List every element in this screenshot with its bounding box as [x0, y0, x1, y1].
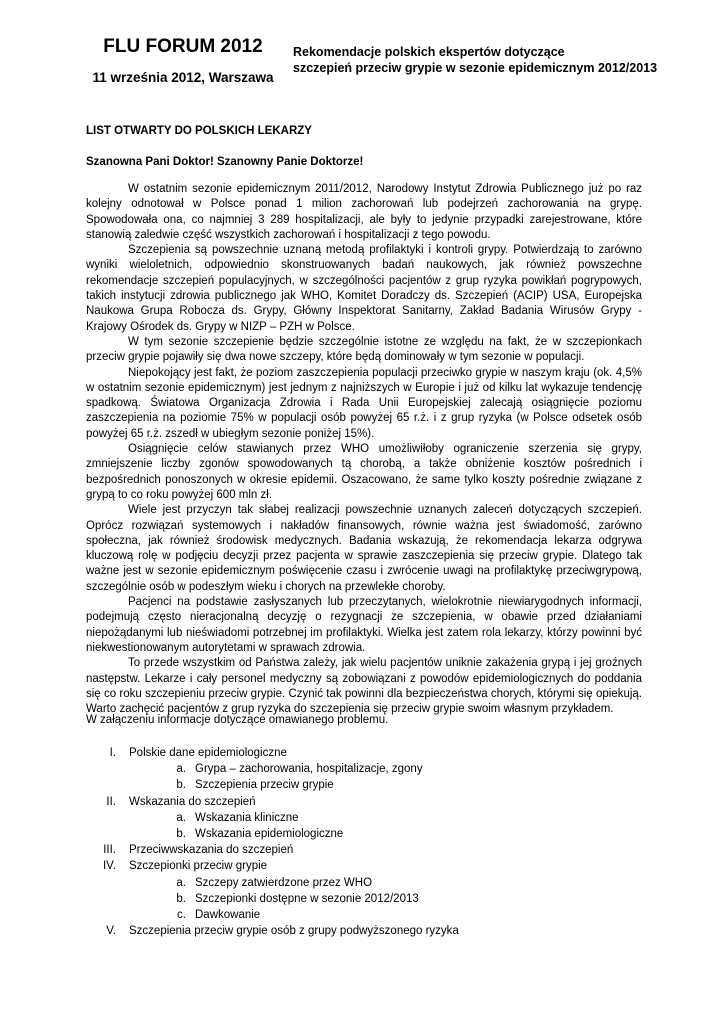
paragraph: Osiągnięcie celów stawianych przez WHO umożliwiłoby ograniczenie szerzenia się grypy, zmniejszenie liczby zgonów spowodowanych tą chorobą, a także obniżenie kosztów pośrednich i bezpośrednich ponoszonych w okresie epidemii. Oszacowano, że same tylko koszty pośrednie związane z grypą to co roku powyżej 600 mln zł.: [86, 443, 642, 501]
list-item: [86, 891, 686, 907]
list-number: b.: [176, 892, 186, 905]
list-number: II.: [106, 795, 116, 808]
subtitle-line: Rekomendacje polskich ekspertów dotyczące: [293, 45, 565, 59]
list-item: [86, 826, 686, 842]
list-item: [86, 875, 686, 891]
list-text: Szczepienia przeciw grypie osób z grupy podwyższonego ryzyka: [129, 925, 459, 938]
list-item: [86, 745, 686, 761]
list-text: Wskazania kliniczne: [195, 811, 299, 824]
list-text: Wskazania do szczepień: [129, 795, 256, 808]
list-number: a.: [176, 763, 186, 776]
list-text: Szczepienia przeciw grypie: [195, 779, 334, 792]
paragraph: W ostatnim sezonie epidemicznym 2011/2012, Narodowy Instytut Zdrowia Publicznego już po raz kolejny odnotował w Polsce ponad 1 milion zachorowań lub podejrzeń zachorowania na grypę. Spowodowała ona, co najmniej 3 289 hospitalizacji, ale były to jedynie przypadki zarejestrowane, które stanowią zaledwie część wszystkich zachorowań i hospitalizacji z tego powodu.: [86, 183, 642, 241]
list-text: Przeciwwskazania do szczepień: [129, 844, 294, 857]
contents-list: [86, 745, 686, 939]
header-left: [78, 36, 288, 85]
paragraph: Niepokojący jest fakt, że poziom zaszczepienia populacji przeciwko grypie w naszym kraju (ok. 4,5% w ostatnim sezonie epidemicznym) jest jednym z najniższych w Europie i już od kilku lat wykazuje tendencję spadkową. Światowa Organizacja Zdrowia i Rada Unii Europejskiej zalecają osiągnięcie poziomu zaszczepienia na poziomie 75% w populacji osób powyżej 65 r.ż. i z grup ryzyka (w Polsce odsetek osób powyżej 65 r.ż. zszedł w ubiegłym sezonie poniżej 15%).: [86, 366, 642, 440]
paragraph: Szczepienia są powszechnie uznaną metodą profilaktyki i kontroli grypy. Potwierdzają to zarówno wyniki wieloletnich, odpowiednio skonstruowanych badań naukowych, jak również powszechne rekomendacje szczepień populacyjnych, w szczególności pacjentów z grup ryzyka powikłań pogrypowych, takich instytucji zdrowia publicznego jak WHO, Komitet Doradczy ds. Szczepień (ACIP) USA, Europejska Naukowa Grupa Robocza ds. Grypy, Główny Inspektorat Sanitarny, Zakład Badania Wirusów Grypy - Krajowy Ośrodek ds. Grypy w NIZP – PZH w Polsce.: [86, 244, 642, 333]
list-number: a.: [176, 876, 186, 889]
list-text: Grypa – zachorowania, hospitalizacje, zgony: [195, 763, 423, 776]
attachment-note: W załączeniu informacje dotyczące omawianego problemu.: [86, 714, 389, 726]
list-text: Szczepionki przeciw grypie: [129, 860, 268, 873]
list-number: V.: [106, 925, 116, 938]
letter-title: LIST OTWARTY DO POLSKICH LEKARZY: [86, 125, 312, 137]
list-number: a.: [176, 811, 186, 824]
paragraph: Wiele jest przyczyn tak słabej realizacji powszechnie uznanych zaleceń dotyczących szczepień. Oprócz rozwiązań systemowych i nakładów finansowych, równie ważna jest świadomość, zarówno społeczna, jak również środowisk medycznych. Badania wskazują, że rekomendacja lekarza odgrywa kluczową rolę w podjęciu decyzji przez pacjenta w sprawie zaszczepienia się przeciw grypie. Dlatego tak ważne jest w sezonie epidemicznym poświęcenie czasu i zwrócenie uwagi na profilaktykę przeciwgrypową, szczególnie osób w podeszłym wieku i chorych na przewlekłe choroby.: [86, 504, 642, 593]
list-item: [86, 761, 686, 777]
list-text: Wskazania epidemiologiczne: [195, 827, 344, 840]
list-number: I.: [109, 747, 116, 759]
list-number: IV.: [102, 860, 116, 873]
list-item: [86, 923, 686, 939]
list-text: Szczepionki dostępne w sezonie 2012/2013: [195, 892, 419, 905]
list-item: [86, 842, 686, 858]
list-item: [86, 777, 686, 793]
list-item: [86, 810, 686, 826]
list-item: [86, 907, 686, 923]
subtitle-line: szczepień przeciw grypie w sezonie epidemicznym 2012/2013: [293, 61, 658, 75]
letter-body: [86, 182, 642, 717]
paragraph: To przede wszystkim od Państwa zależy, jak wielu pacjentów uniknie zakażenia grypą i jej groźnych następstw. Lekarze i cały personel medyczny są zobowiązani z powodów epidemiologicznych do poddania się co roku szczepieniu przeciw grypie. Czynić tak powinni dla bezpieczeństwa chorych, którymi się opiekują. Warto zachęcić pacjentów z grup ryzyka do szczepienia się przeciw grypie swoim własnym przykładem.: [86, 657, 642, 716]
paragraph: W tym sezonie szczepienie będzie szczególnie istotne ze względu na fakt, że w szczepionkach przeciw grypie pojawiły się dwa nowe szczepy, które będą dominowały w tym sezonie w populacji.: [86, 335, 642, 364]
list-number: c.: [177, 908, 186, 921]
list-text: Polskie dane epidemiologiczne: [129, 747, 287, 759]
list-number: b.: [176, 827, 186, 840]
list-item: [86, 858, 686, 874]
document-subtitle: [293, 44, 713, 76]
list-number: b.: [176, 779, 186, 792]
forum-date: 11 września 2012, Warszawa: [92, 70, 274, 85]
forum-title: FLU FORUM 2012: [103, 36, 263, 57]
list-number: III.: [103, 844, 116, 857]
list-text: Szczepy zatwierdzone przez WHO: [195, 876, 373, 889]
greeting: Szanowna Pani Doktor! Szanowny Panie Doktorze!: [86, 156, 364, 168]
list-text: Dawkowanie: [195, 908, 261, 921]
list-item: [86, 794, 686, 810]
paragraph: Pacjenci na podstawie zasłyszanych lub przeczytanych, wielokrotnie niewiarygodnych informacji, podejmują często nieracjonalną decyzję o rezygnacji ze szczepienia, w obawie przed działaniami niepożądanymi lub nieświadomi potrzebnej im profilaktyki. Wielka jest zatem rola lekarzy, którzy powinni być niekwestionowanym autorytetami w sprawach zdrowia.: [86, 596, 642, 654]
